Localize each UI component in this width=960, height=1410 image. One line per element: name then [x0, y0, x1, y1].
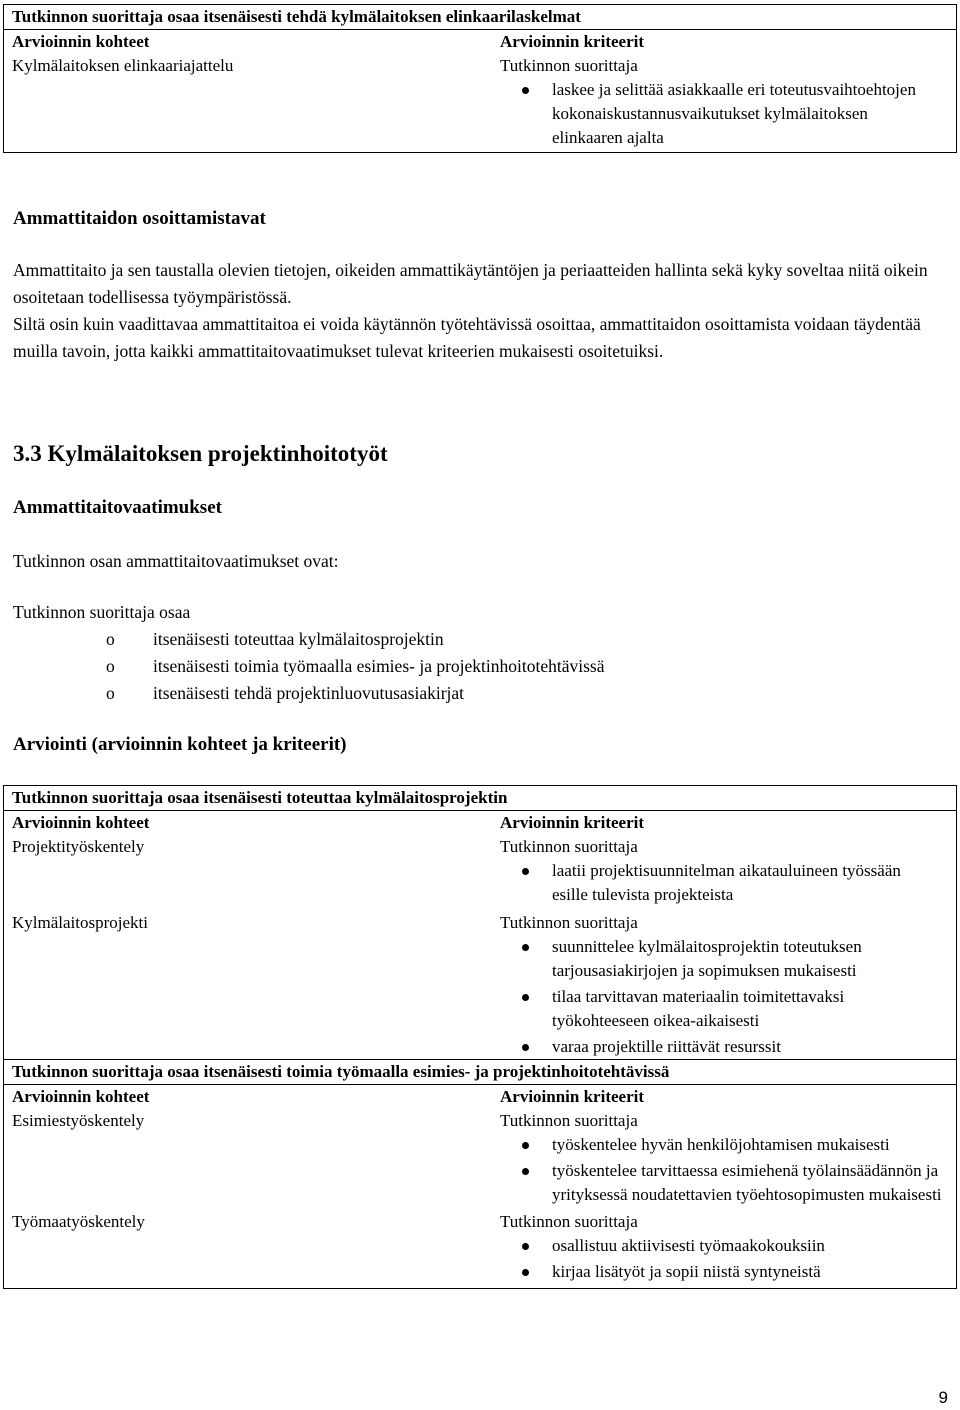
demonstration-section — [13, 205, 943, 232]
table-title: Tutkinnon suorittaja osaa itsenäisesti tehdä kylmälaitoksen elinkaarilaskelmat — [4, 5, 957, 30]
requirements-intro: Tutkinnon osan ammattitaitovaatimukset ovat: — [13, 551, 339, 571]
column-header-targets: Arvioinnin kohteet — [4, 1085, 483, 1110]
list-item: kirjaa lisätyöt ja sopii niistä syntyneistä — [500, 1260, 948, 1284]
page-number: 9 — [938, 1388, 948, 1407]
column-header-targets: Arvioinnin kohteet — [4, 811, 483, 836]
table-title: Tutkinnon suorittaja osaa itsenäisesti toteuttaa kylmälaitosprojektin — [4, 786, 957, 811]
requirements-heading: Ammattitaitovaatimukset — [13, 497, 222, 518]
section-heading: Ammattitaidon osoittamistavat — [13, 208, 266, 229]
assessment-target: Kylmälaitoksen elinkaariajattelu — [4, 54, 483, 153]
list-item: o itsenäisesti tehdä projektinluovutusasiakirjat — [13, 680, 943, 707]
demonstration-paragraph-1: Ammattitaito ja sen taustalla olevien tietojen, oikeiden ammattikäytäntöjen ja periaatteiden hallinta sekä kyky soveltaa niitä oikein osoitetaan todellisessa työympäristössä. — [13, 260, 928, 307]
column-header-criteria: Arvioinnin kriteerit — [482, 30, 957, 55]
assessment-target: Kylmälaitosprojekti — [4, 907, 483, 1060]
assessment-target: Projektityöskentely — [4, 835, 483, 907]
criteria-intro: Tutkinnon suorittaja — [500, 837, 638, 856]
list-item: suunnittelee kylmälaitosprojektin toteutuksen tarjousasiakirjojen ja sopimuksen mukaisesti — [500, 935, 948, 983]
criteria-intro: Tutkinnon suorittaja — [500, 1111, 638, 1130]
list-item: laatii projektisuunnitelman aikatauluineen työssään esille tulevista projekteista — [500, 859, 948, 907]
column-header-criteria: Arvioinnin kriteerit — [482, 811, 957, 836]
list-item: o itsenäisesti toteuttaa kylmälaitosprojektin — [13, 626, 943, 653]
section-title: 3.3 Kylmälaitoksen projektinhoitotyöt — [13, 441, 388, 466]
list-item: tilaa tarvittavan materiaalin toimitettavaksi työkohteeseen oikea-aikaisesti — [500, 985, 948, 1033]
list-item: työskentelee hyvän henkilöjohtamisen mukaisesti — [500, 1133, 948, 1157]
criteria-table-1 — [3, 4, 957, 153]
requirements-list — [13, 626, 943, 707]
assessment-target: Työmaatyöskentely — [4, 1207, 483, 1289]
criteria-intro: Tutkinnon suorittaja — [500, 913, 638, 932]
list-item: laskee ja selittää asiakkaalle eri toteutusvaihtoehtojen kokonaiskustannusvaikutukset kylmälaitoksen elinkaaren ajalta — [500, 78, 948, 150]
criteria-intro: Tutkinnon suorittaja — [500, 56, 638, 75]
demonstration-paragraph-2: Siltä osin kuin vaadittavaa ammattitaitoa ei voida käytännön työtehtävissä osoittaa, ammattitaidon osoittamista voidaan täydentää muilla tavoin, jotta kaikki ammattitaitovaatimukset tulevat kriteerien mukaisesti osoitetuiksi. — [13, 314, 921, 361]
assessment-target: Esimiestyöskentely — [4, 1109, 483, 1207]
criteria-intro: Tutkinnon suorittaja — [500, 1212, 638, 1231]
list-item: varaa projektille riittävät resurssit — [500, 1035, 948, 1059]
table-title: Tutkinnon suorittaja osaa itsenäisesti toimia työmaalla esimies- ja projektinhoitotehtävissä — [4, 1060, 957, 1085]
column-header-criteria: Arvioinnin kriteerit — [482, 1085, 957, 1110]
list-intro: Tutkinnon suorittaja osaa — [13, 602, 191, 622]
list-item: o itsenäisesti toimia työmaalla esimies- ja projektinhoitotehtävissä — [13, 653, 943, 680]
evaluation-heading: Arviointi (arvioinnin kohteet ja kriteerit) — [13, 734, 347, 755]
column-header-targets: Arvioinnin kohteet — [4, 30, 483, 55]
list-item: osallistuu aktiivisesti työmaakokouksiin — [500, 1234, 948, 1258]
criteria-table-2 — [3, 785, 957, 1289]
list-item: työskentelee tarvittaessa esimiehenä työlainsäädännön ja yrityksessä noudatettavien työehtosopimusten mukaisesti — [500, 1159, 948, 1207]
